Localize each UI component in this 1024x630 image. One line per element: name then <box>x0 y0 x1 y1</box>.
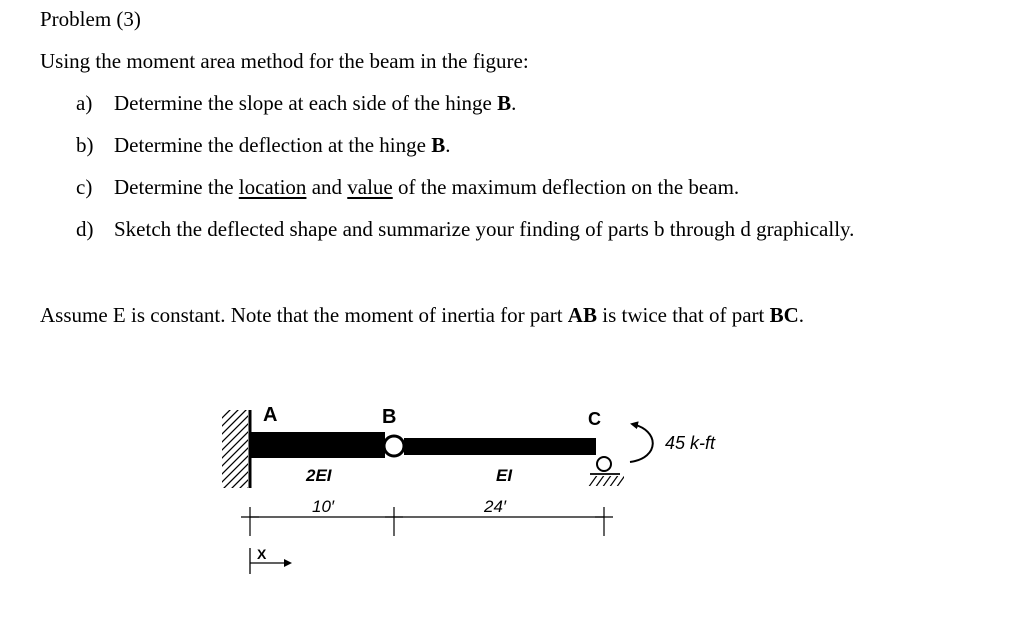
length-ab: 10′ <box>312 497 335 516</box>
underlined-location: location <box>238 175 307 199</box>
part-bc-label: BC <box>769 303 799 327</box>
hinge-b <box>384 436 404 456</box>
problem-intro: Using the moment area method for the beam in the figure: <box>40 49 529 73</box>
punct: . <box>445 133 451 157</box>
roller-support <box>588 457 626 488</box>
problem-title: Problem (3) <box>40 7 141 31</box>
task-text: Determine the deflection at the hinge <box>114 133 432 157</box>
assumption-post: . <box>798 303 805 327</box>
hinge-label: B <box>431 133 446 157</box>
task-b <box>76 132 450 158</box>
task-a <box>76 90 516 116</box>
task-text: Determine the slope at each side of the hinge <box>114 91 498 115</box>
segment-bc <box>404 438 596 455</box>
label-c: C <box>588 409 601 429</box>
task-letter: c) <box>76 175 93 199</box>
task-text: Sketch the deflected shape and summarize your finding of parts b through d graphically. <box>114 217 855 241</box>
moment-label: 45 k-ft <box>665 433 716 453</box>
x-axis-indicator <box>250 546 292 574</box>
segment-ab <box>251 432 385 458</box>
underlined-value: value <box>347 175 393 199</box>
assumption-mid: is twice that of part <box>596 303 770 327</box>
moment-arrow <box>630 424 653 462</box>
part-ab-label: AB <box>567 303 597 327</box>
punct: . <box>511 91 517 115</box>
label-a: A <box>263 404 278 426</box>
task-text: Determine the <box>114 175 239 199</box>
task-letter: d) <box>76 217 94 241</box>
x-axis-label: X <box>257 546 267 562</box>
task-d <box>76 216 854 242</box>
task-text-mid: and <box>306 175 348 199</box>
label-b: B <box>382 406 397 428</box>
task-letter: a) <box>76 91 93 115</box>
dimension-line <box>241 507 613 536</box>
task-c <box>76 174 739 200</box>
task-letter: b) <box>76 133 94 157</box>
stiffness-ab: 2EI <box>306 466 332 485</box>
assumption-text <box>40 302 804 328</box>
task-text-end: of the maximum deflection on the beam. <box>392 175 740 199</box>
hinge-label: B <box>497 91 512 115</box>
fixed-support <box>200 385 260 552</box>
length-bc: 24′ <box>484 497 507 516</box>
stiffness-bc: EI <box>496 466 513 485</box>
assumption-pre: Assume E is constant. Note that the moment of inertia for part <box>40 303 568 327</box>
beam-diagram <box>200 385 760 585</box>
